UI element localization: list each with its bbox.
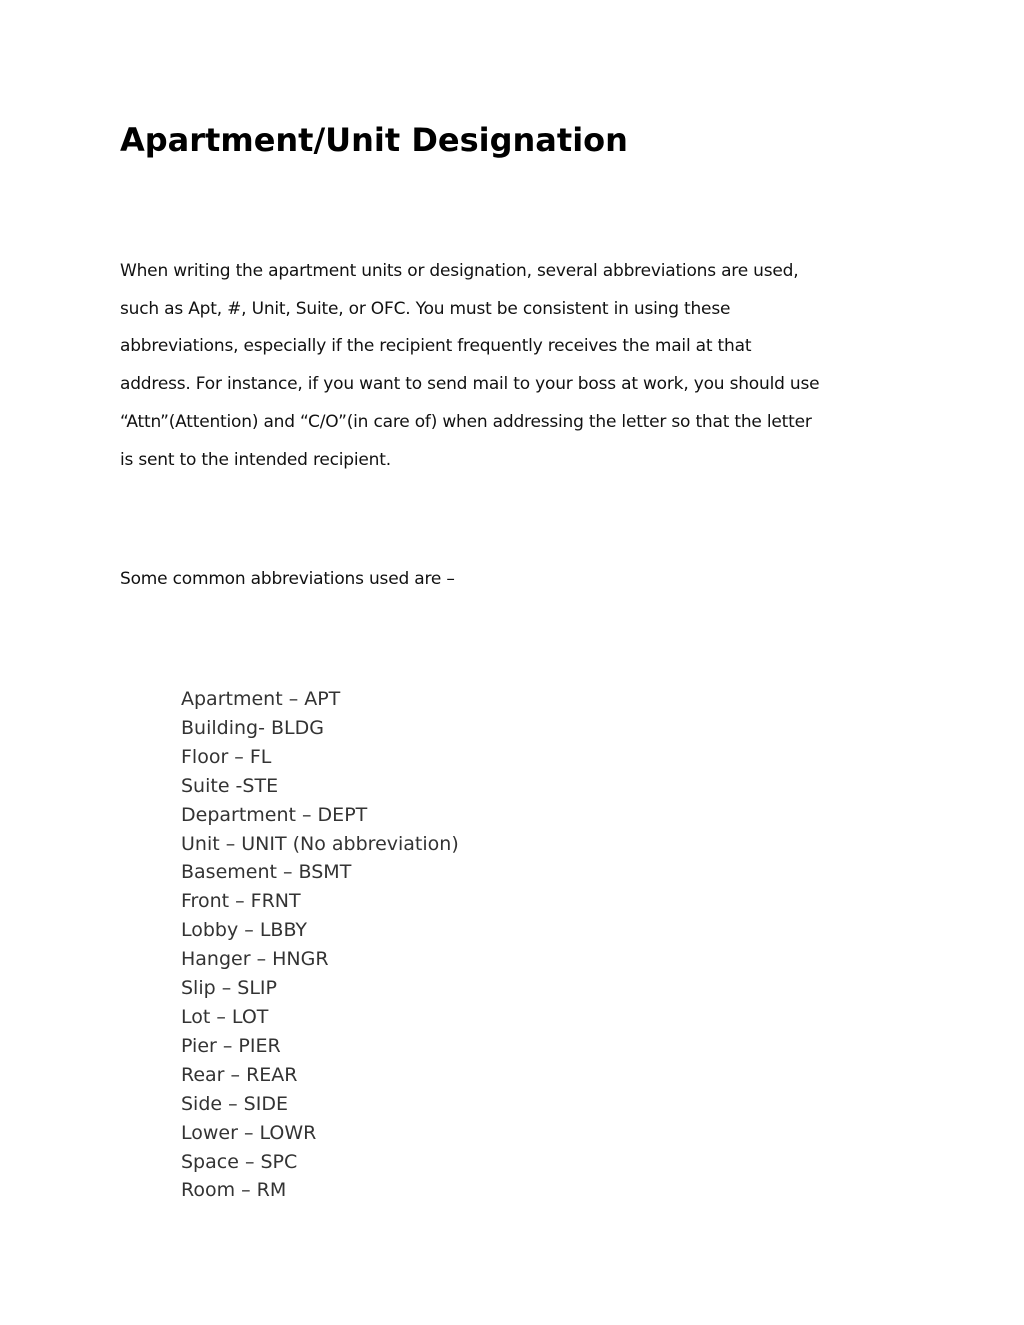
list-item: Front – FRNT [181,890,301,913]
list-item: Space – SPC [181,1150,298,1173]
list-item: Room – RM [181,1179,287,1202]
list-item: Lobby – LBBY [181,919,308,942]
list-item: Slip – SLIP [181,977,277,1000]
list-intro: Some common abbreviations used are – [120,569,455,589]
list-item: Floor – FL [181,745,272,768]
paragraph-line: address. For instance, if you want to send mail to your boss at work, you should use [120,374,820,395]
list-item: Suite -STE [181,774,279,797]
list-item: Basement – BSMT [181,861,352,884]
list-item: Hanger – HNGR [181,948,329,971]
paragraph-line: such as Apt, #, Unit, Suite, or OFC. You must be consistent in using these [120,298,731,319]
paragraph-line: is sent to the intended recipient. [120,449,391,470]
list-item: Unit – UNIT (No abbreviation) [181,832,459,855]
list-item: Lower – LOWR [181,1121,317,1144]
page-title: Apartment/Unit Designation [120,121,628,159]
paragraph-line: “Attn”(Attention) and “C/O”(in care of) when addressing the letter so that the letter [120,411,812,432]
paragraph-line: abbreviations, especially if the recipient frequently receives the mail at that [120,336,752,357]
paragraph-line: When writing the apartment units or designation, several abbreviations are used, [120,261,799,281]
list-item: Building- BLDG [181,716,324,739]
list-item: Rear – REAR [181,1063,298,1086]
abbreviation-list [181,685,459,1205]
list-item: Lot – LOT [181,1005,269,1028]
list-item: Apartment – APT [181,688,341,710]
intro-paragraph [120,253,920,479]
list-item: Department – DEPT [181,803,368,826]
list-item: Side – SIDE [181,1092,288,1115]
list-item: Pier – PIER [181,1034,281,1057]
